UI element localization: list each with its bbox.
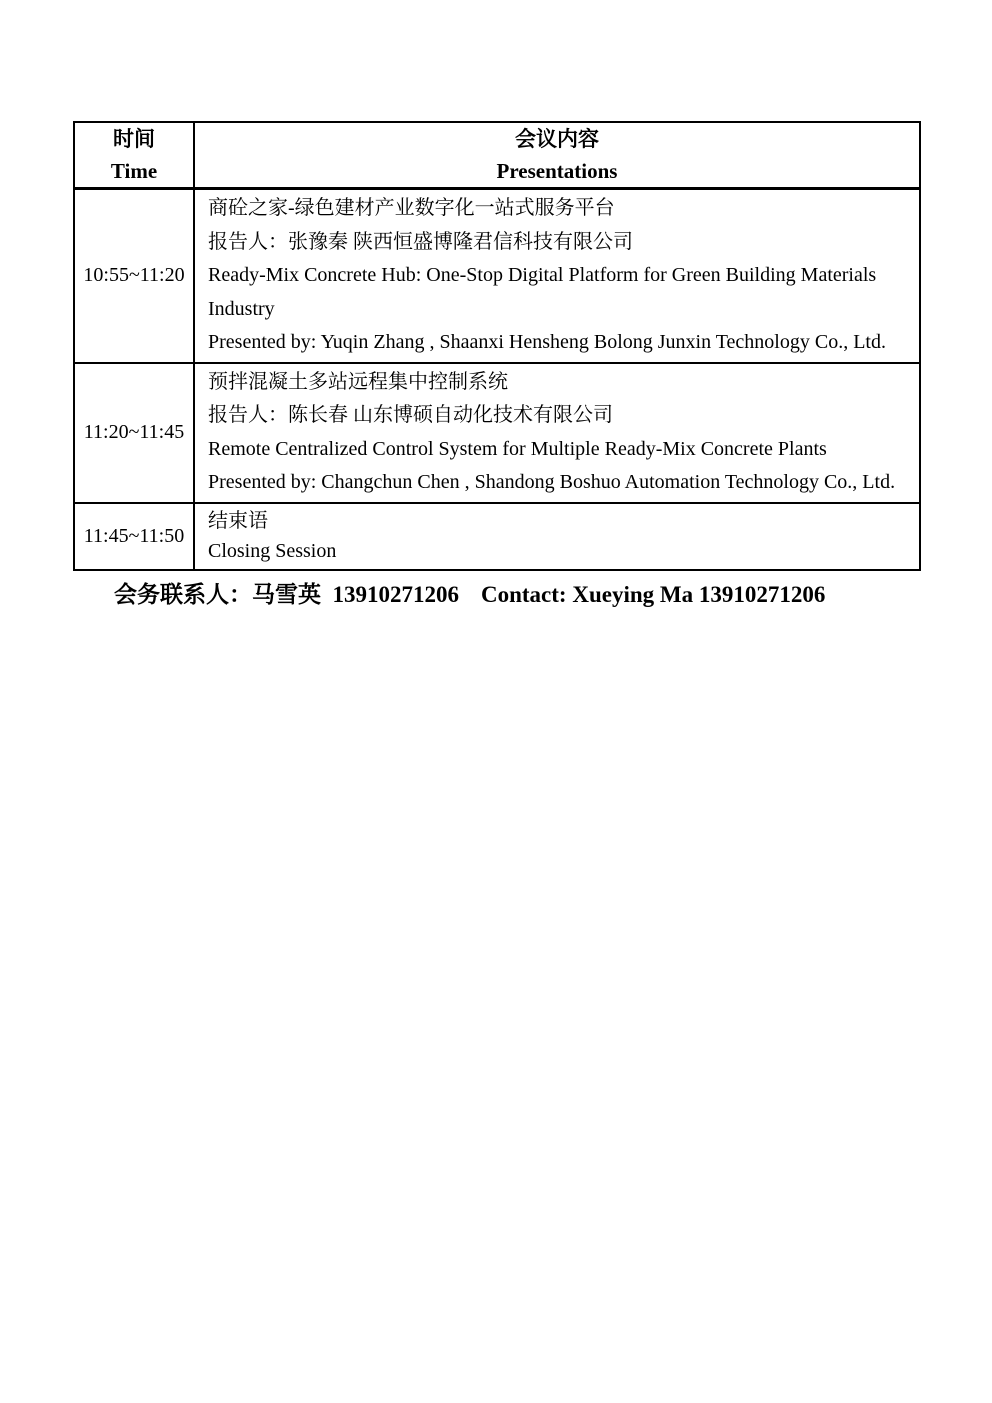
session-title-en: Closing Session [208, 540, 337, 562]
table-header-row [74, 122, 920, 189]
header-content-en: Presentations [496, 159, 618, 183]
presenter-en: Presented by: Changchun Chen , Shandong Boshuo Automation Technology Co., Ltd. [208, 471, 896, 493]
content-cell [194, 363, 920, 503]
session-title-zh: 预拌混凝土多站远程集中控制系统 [208, 370, 508, 393]
presenter-zh: 报告人：陈长春 山东博硕自动化技术有限公司 [208, 404, 613, 426]
table-row [74, 363, 920, 503]
session-title-zh: 结束语 [208, 509, 268, 532]
header-time-zh: 时间 [113, 127, 155, 151]
header-content-zh: 会议内容 [515, 127, 599, 151]
time-cell: 10:55~11:20 [74, 189, 194, 363]
header-time-en: Time [110, 159, 158, 183]
contact-en: Contact: Xueying Ma 13910271206 [481, 582, 826, 607]
session-title-en: Ready-Mix Concrete Hub: One-Stop Digital Platform for Green Building Materials [208, 264, 877, 286]
table-row [74, 503, 920, 570]
content-cell [194, 189, 920, 363]
time-cell: 11:45~11:50 [74, 503, 194, 570]
contact-zh: 会务联系人：马雪英 13910271206 [114, 582, 459, 607]
presenter-zh: 报告人：张豫秦 陕西恒盛博隆君信科技有限公司 [208, 230, 633, 253]
time-cell: 11:20~11:45 [74, 363, 194, 503]
table-row [74, 189, 920, 363]
session-title-zh: 商砼之家-绿色建材产业数字化一站式服务平台 [208, 197, 615, 219]
header-time-cell [74, 122, 194, 189]
schedule-table [73, 121, 921, 571]
session-title-en-cont: Industry [208, 297, 275, 320]
session-title-en: Remote Centralized Control System for Multiple Ready-Mix Concrete Plants [208, 437, 827, 460]
content-cell [194, 503, 920, 570]
contact-line [114, 576, 825, 609]
presenter-en: Presented by: Yuqin Zhang , Shaanxi Hensheng Bolong Junxin Technology Co., Ltd. [208, 331, 886, 353]
header-content-cell [194, 122, 920, 189]
